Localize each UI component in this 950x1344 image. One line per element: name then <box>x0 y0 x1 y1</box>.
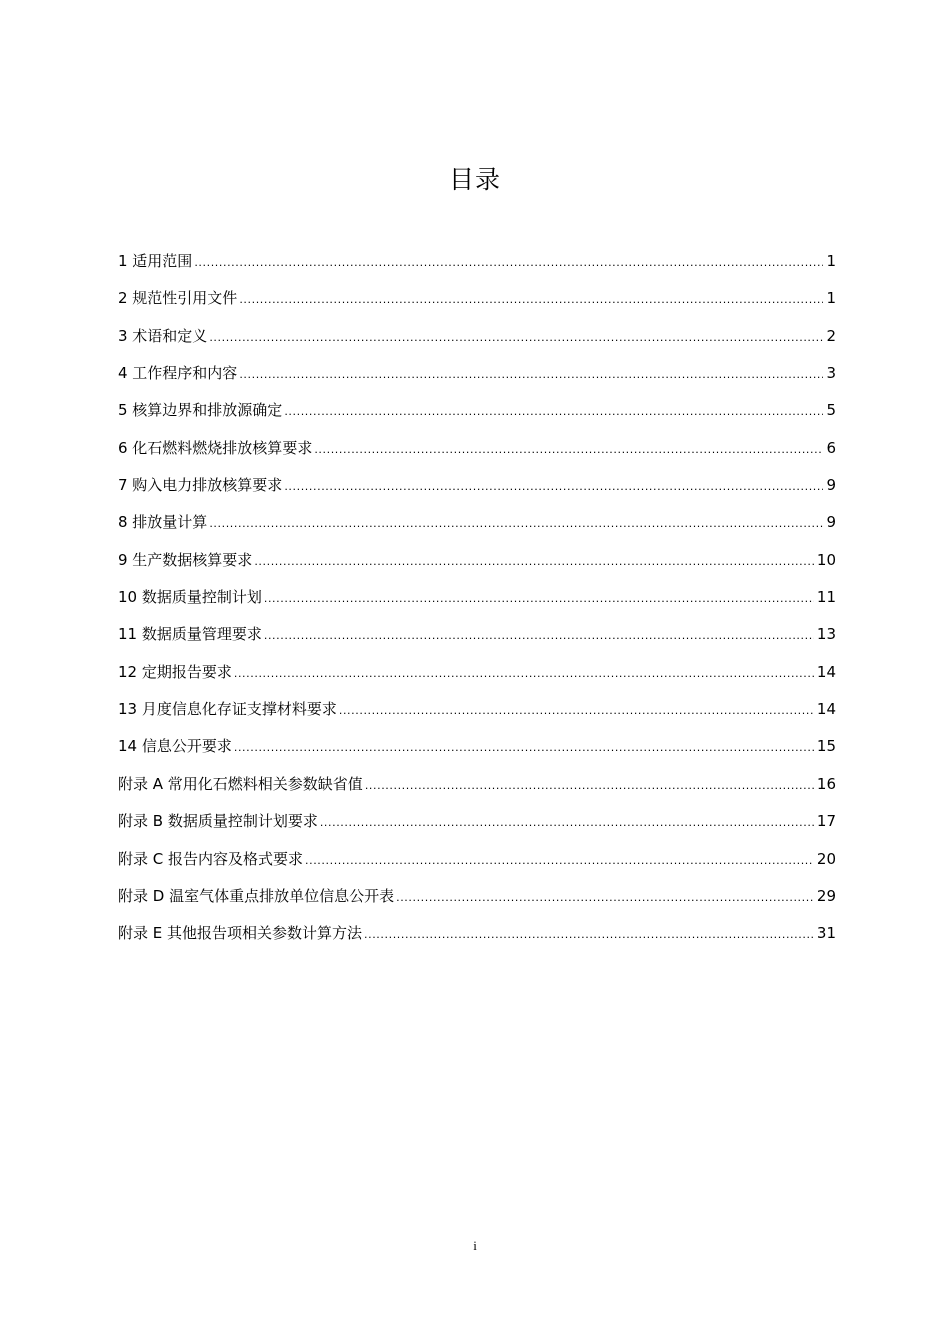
toc-entry-page[interactable]: 11 <box>816 588 836 607</box>
toc-entry-page[interactable]: 2 <box>826 326 836 345</box>
toc-entry[interactable] <box>118 285 836 322</box>
toc-entry-page[interactable]: 6 <box>826 438 836 457</box>
toc-entry-label[interactable]: 附录 E 其他报告项相关参数计算方法 <box>118 924 363 943</box>
toc-entry-label[interactable]: 附录 A 常用化石燃料相关参数缺省值 <box>118 774 363 793</box>
toc-entry-page[interactable]: 13 <box>816 625 836 644</box>
toc-leader-dots <box>365 773 814 799</box>
toc-entry[interactable] <box>118 771 836 808</box>
toc-entry-page[interactable]: 1 <box>826 289 836 308</box>
toc-entry-label[interactable]: 2 规范性引用文件 <box>118 289 238 308</box>
toc-leader-dots <box>284 399 823 425</box>
toc-entry[interactable] <box>118 248 836 285</box>
toc-entry[interactable] <box>118 846 836 883</box>
toc-entry-page[interactable]: 15 <box>816 737 836 756</box>
toc-entry-page[interactable]: 9 <box>826 513 836 532</box>
toc-title: 目录 <box>448 165 501 194</box>
toc-entry[interactable] <box>118 435 836 472</box>
toc-entry[interactable] <box>118 509 836 546</box>
toc-leader-dots <box>239 362 823 388</box>
toc-entry-label[interactable]: 13 月度信息化存证支撑材料要求 <box>118 700 337 719</box>
toc-leader-dots <box>239 287 823 313</box>
toc-entry-label[interactable]: 附录 D 温室气体重点排放单位信息公开表 <box>118 886 395 905</box>
toc-entry-label[interactable]: 5 核算边界和排放源确定 <box>118 401 283 420</box>
toc-entry-label[interactable]: 11 数据质量管理要求 <box>118 625 262 644</box>
toc-entry-page[interactable]: 9 <box>826 476 836 495</box>
toc-leader-dots <box>264 623 814 649</box>
toc-leader-dots <box>194 250 823 276</box>
toc-leader-dots <box>284 474 823 500</box>
toc-leader-dots <box>209 511 823 537</box>
toc-leader-dots <box>305 848 814 874</box>
page-number: i <box>473 1238 477 1253</box>
toc-leader-dots <box>320 810 814 836</box>
toc-entry-page[interactable]: 14 <box>816 700 836 719</box>
toc-entry-label[interactable]: 附录 B 数据质量控制计划要求 <box>118 812 318 831</box>
toc-entry-page[interactable]: 29 <box>816 886 836 905</box>
toc-leader-dots <box>364 922 814 948</box>
toc-entry[interactable] <box>118 323 836 360</box>
toc-entry-page[interactable]: 10 <box>816 550 836 569</box>
toc-entry[interactable] <box>118 883 836 920</box>
toc-leader-dots <box>264 586 814 612</box>
toc-entry-label[interactable]: 6 化石燃料燃烧排放核算要求 <box>118 438 313 457</box>
toc-entry[interactable] <box>118 696 836 733</box>
toc-entry[interactable] <box>118 547 836 584</box>
toc-leader-dots <box>209 325 823 351</box>
toc-entry-label[interactable]: 8 排放量计算 <box>118 513 208 532</box>
toc-entry[interactable] <box>118 920 836 957</box>
toc-entry-label[interactable]: 3 术语和定义 <box>118 326 208 345</box>
toc-entry-label[interactable]: 14 信息公开要求 <box>118 737 232 756</box>
toc-entry-page[interactable]: 1 <box>826 252 836 270</box>
toc-entry-page[interactable]: 20 <box>816 849 836 868</box>
toc-entry-page[interactable]: 31 <box>816 924 836 943</box>
toc-entry[interactable] <box>118 472 836 509</box>
toc-entry-label[interactable]: 4 工作程序和内容 <box>118 364 238 383</box>
toc-entry-label[interactable]: 附录 C 报告内容及格式要求 <box>118 849 304 868</box>
toc-entry-label[interactable]: 7 购入电力排放核算要求 <box>118 476 283 495</box>
table-of-contents <box>118 248 836 958</box>
toc-entry[interactable] <box>118 584 836 621</box>
toc-leader-dots <box>339 698 814 724</box>
toc-entry[interactable] <box>118 659 836 696</box>
toc-entry-page[interactable]: 14 <box>816 662 836 681</box>
toc-entry-label[interactable]: 10 数据质量控制计划 <box>118 588 262 607</box>
toc-leader-dots <box>254 549 814 575</box>
toc-entry[interactable] <box>118 360 836 397</box>
toc-entry-page[interactable]: 17 <box>816 812 836 831</box>
toc-entry[interactable] <box>118 733 836 770</box>
toc-entry[interactable] <box>118 397 836 434</box>
toc-entry-label[interactable]: 1 适用范围 <box>118 252 193 270</box>
toc-leader-dots <box>234 735 814 761</box>
toc-leader-dots <box>396 885 814 911</box>
toc-entry-label[interactable]: 12 定期报告要求 <box>118 662 232 681</box>
toc-leader-dots <box>234 661 814 687</box>
toc-entry-page[interactable]: 3 <box>826 364 836 383</box>
toc-entry[interactable] <box>118 621 836 658</box>
toc-entry-page[interactable]: 16 <box>816 774 836 793</box>
toc-entry-label[interactable]: 9 生产数据核算要求 <box>118 550 253 569</box>
toc-leader-dots <box>314 437 823 463</box>
toc-entry-page[interactable]: 5 <box>826 401 836 420</box>
toc-entry[interactable] <box>118 808 836 845</box>
